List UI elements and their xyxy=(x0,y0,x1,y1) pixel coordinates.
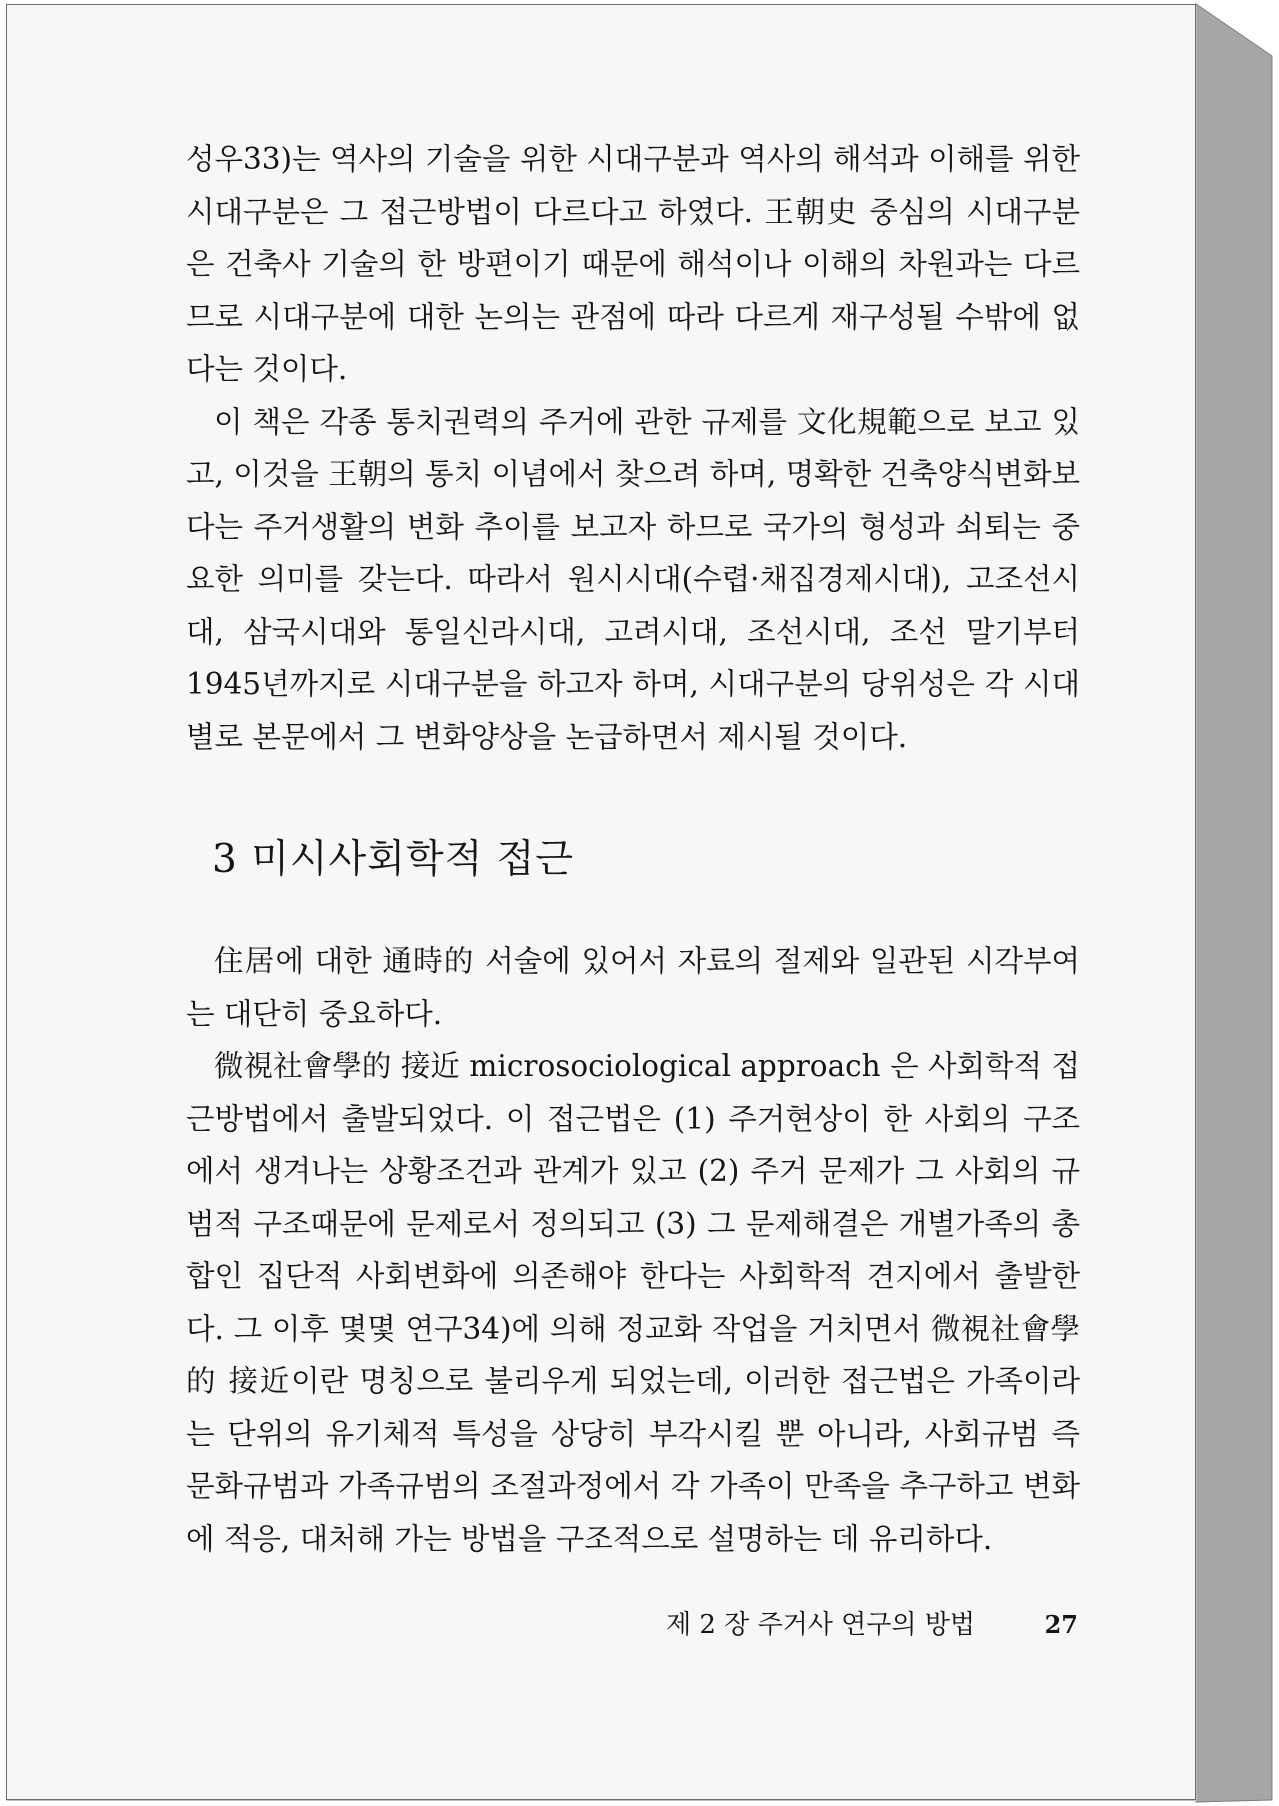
running-title: 제 2 장 주거사 연구의 방법 xyxy=(666,1610,976,1640)
paragraph: 住居에 대한 通時的 서술에 있어서 자료의 절제와 일관된 시각부여는 대단히 중요하다. xyxy=(186,944,1080,1031)
paragraph: 微視社會學的 接近 microsociological approach 은 사회학적 접근방법에서 출발되었다. 이 접근법은 (1) 주거현상이 한 사회의 구조에서 생겨나는 상황조건과 관계가 있고 (2) 주거 문제가 그 사회의 규범적 구조때문에 문제로서 정의되고 (3) 그 문제해결은 개별가족의 총합인 집단적 사회변화에 의존해야 한다는 사회학적 견지에서 출발한다. 그 이후 몇몇 연구34)에 의해 정교화 작업을 거치면서 微視社會學的 接近이란 명칭으로 불리우게 되었는데, 이러한 접근법은 가족이라는 단위의 유기체적 특성을 상당히 부각시킬 뿐 아니라, 사회규범 즉 문화규범과 가족규범의 조절과정에서 각 가족이 만족을 추구하고 변화에 적응, 대처해 가는 방법을 구조적으로 설명하는 데 유리하다. xyxy=(186,1049,1080,1556)
lower-text-block xyxy=(186,935,1080,1565)
section-heading: 3 미시사회학적 접근 xyxy=(212,837,574,882)
page-footer xyxy=(666,1604,1078,1641)
paragraph: 성우33)는 역사의 기술을 위한 시대구분과 역사의 해석과 이해를 위한 시대구분은 그 접근방법이 다르다고 하였다. 王朝史 중심의 시대구분은 건축사 기술의 한 방편이기 때문에 해석이나 이해의 차원과는 다르므로 시대구분에 대한 논의는 관점에 따라 다르게 재구성될 수밖에 없다는 것이다. xyxy=(186,142,1080,386)
upper-text-block xyxy=(186,133,1080,763)
paragraph: 이 책은 각종 통치권력의 주거에 관한 규제를 文化規範으로 보고 있고, 이것을 王朝의 통치 이념에서 찾으려 하며, 명확한 건축양식변화보다는 주거생활의 변화 추이를 보고자 하므로 국가의 형성과 쇠퇴는 중요한 의미를 갖는다. 따라서 원시시대(수렵·채집경제시대), 고조선시대, 삼국시대와 통일신라시대, 고려시대, 조선시대, 조선 말기부터 1945년까지로 시대구분을 하고자 하며, 시대구분의 당위성은 각 시대별로 본문에서 그 변화양상을 논급하면서 제시될 것이다. xyxy=(186,404,1080,754)
page-number: 27 xyxy=(1044,1610,1078,1639)
